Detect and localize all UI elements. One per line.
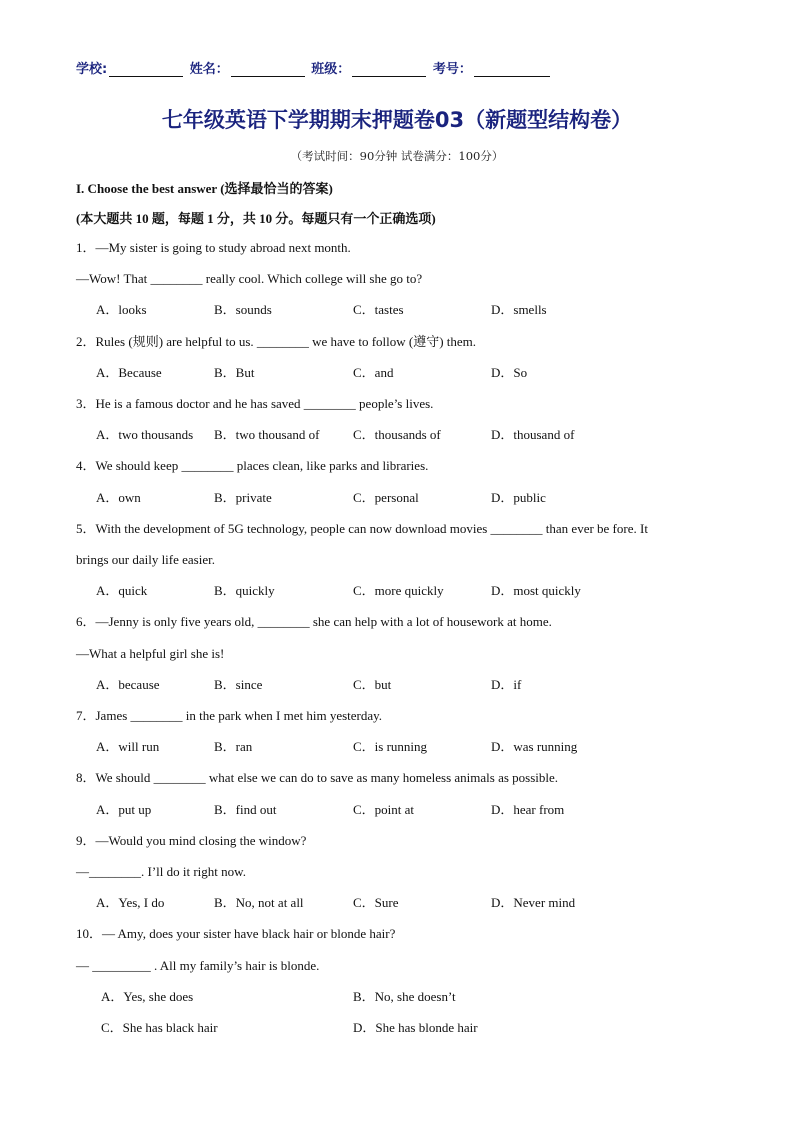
- name-label: 姓名：: [189, 62, 229, 77]
- question-6-reply: —What a helpful girl she is!: [76, 646, 225, 661]
- q2-option-a: A．Because: [96, 365, 162, 380]
- name-blank[interactable]: [231, 64, 305, 77]
- q7-option-a: A．will run: [96, 739, 160, 754]
- q8-option-b: B．find out: [214, 802, 277, 817]
- q7-option-d: D．was running: [491, 739, 578, 754]
- q3-option-a: A．two thousands: [96, 427, 194, 442]
- q1-option-c: C．tastes: [353, 302, 404, 317]
- question-7-text: 7．James ________ in the park when I met him yesterday.: [76, 708, 383, 723]
- question-9-reply: —________. I’ll do it right now.: [76, 864, 246, 879]
- q4-option-b: B．private: [214, 490, 272, 505]
- question-5-text-cont: brings our daily life easier.: [76, 552, 215, 567]
- school-blank[interactable]: [109, 64, 183, 77]
- q7-option-c: C．is running: [353, 739, 428, 754]
- q5-option-a: A．quick: [96, 583, 148, 598]
- q5-option-c: C．more quickly: [353, 583, 444, 598]
- q4-option-d: D．public: [491, 490, 546, 505]
- exam-number-label: 考号：: [432, 62, 472, 77]
- q2-option-c: C．and: [353, 365, 394, 380]
- q9-option-d: D．Never mind: [491, 895, 576, 910]
- class-label: 班级：: [311, 62, 351, 77]
- section-heading: I. Choose the best answer (选择最恰当的答案): [76, 181, 333, 196]
- q6-option-b: B．since: [214, 677, 263, 692]
- q3-option-b: B．two thousand of: [214, 427, 320, 442]
- exam-duration-note: （考试时间：90分钟 试卷满分：100分）: [290, 149, 504, 163]
- question-4-text: 4．We should keep ________ places clean, like parks and libraries.: [76, 458, 429, 473]
- school-label: 学校:: [76, 62, 108, 77]
- q6-option-d: D．if: [491, 677, 522, 692]
- q3-option-d: D．thousand of: [491, 427, 575, 442]
- q4-option-a: A．own: [96, 490, 141, 505]
- question-5-text: 5．With the development of 5G technology, people can now download movies ________ than ever be fore. It: [76, 521, 648, 536]
- question-8-text: 8．We should ________ what else we can do to save as many homeless animals as possible.: [76, 770, 559, 785]
- q5-option-b: B．quickly: [214, 583, 275, 598]
- q1-option-b: B．sounds: [214, 302, 272, 317]
- question-1-text: 1．—My sister is going to study abroad next month.: [76, 240, 351, 255]
- question-2-text: 2．Rules (规则) are helpful to us. ________ we have to follow (遵守) them.: [76, 334, 477, 349]
- q7-option-b: B．ran: [214, 739, 253, 754]
- q8-option-d: D．hear from: [491, 802, 565, 817]
- q9-option-c: C．Sure: [353, 895, 399, 910]
- q8-option-a: A．put up: [96, 802, 152, 817]
- question-10-text: 10．— Amy, does your sister have black hair or blonde hair?: [76, 926, 396, 941]
- q10-option-a: A．Yes, she does: [101, 989, 194, 1004]
- question-1-reply: —Wow! That ________ really cool. Which college will she go to?: [76, 271, 423, 286]
- question-10-reply: — _________ . All my family’s hair is blonde.: [76, 958, 320, 973]
- q10-option-d: D．She has blonde hair: [353, 1020, 478, 1035]
- q5-option-d: D．most quickly: [491, 583, 581, 598]
- q8-option-c: C．point at: [353, 802, 415, 817]
- question-6-text: 6．—Jenny is only five years old, ________ she can help with a lot of housework at home.: [76, 614, 552, 629]
- q3-option-c: C．thousands of: [353, 427, 441, 442]
- q10-option-c: C．She has black hair: [101, 1020, 218, 1035]
- q6-option-c: C．but: [353, 677, 392, 692]
- q10-option-b: B．No, she doesn’t: [353, 989, 456, 1004]
- section-instruction: (本大题共 10 题，每题 1 分，共 10 分。每题只有一个正确选项): [76, 211, 436, 226]
- question-9-text: 9．—Would you mind closing the window?: [76, 833, 307, 848]
- q1-option-a: A．looks: [96, 302, 147, 317]
- q6-option-a: A．because: [96, 677, 160, 692]
- q2-option-b: B．But: [214, 365, 255, 380]
- q9-option-b: B．No, not at all: [214, 895, 304, 910]
- q2-option-d: D．So: [491, 365, 528, 380]
- q4-option-c: C．personal: [353, 490, 419, 505]
- exam-info-header: [76, 58, 552, 77]
- class-blank[interactable]: [352, 64, 426, 77]
- question-3-text: 3．He is a famous doctor and he has saved ________ people’s lives.: [76, 396, 434, 411]
- q9-option-a: A．Yes, I do: [96, 895, 165, 910]
- exam-number-blank[interactable]: [474, 64, 550, 77]
- q1-option-d: D．smells: [491, 302, 547, 317]
- page-title: 七年级英语下学期期末押题卷03（新题型结构卷）: [161, 108, 633, 132]
